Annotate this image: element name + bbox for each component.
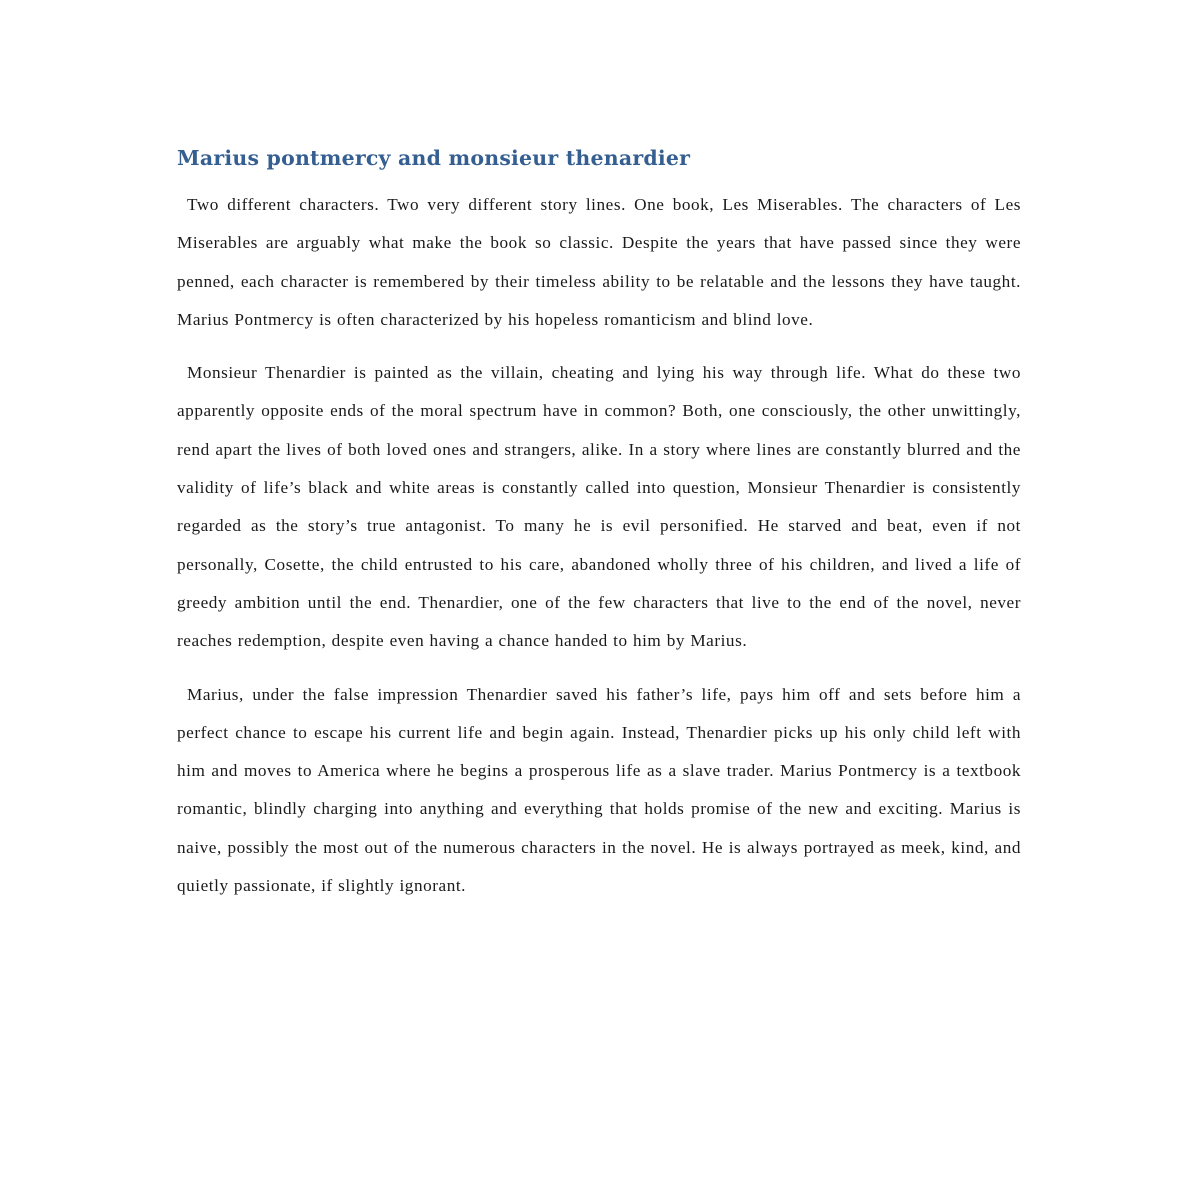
document-title: Marius pontmercy and monsieur thenardier (177, 146, 691, 170)
paragraph-3: Marius, under the false impression Thenardier saved his father’s life, pays him off and sets before him a perfect chance to escape his current life and begin again. Instead, Thenardier picks up his only child left with him and moves to America where he begins a prosperous life as a slave trader. Marius Pontmercy is a textbook romantic, blindly charging into anything and everything that holds promise of the new and exciting. Marius is naive, possibly the most out of the numerous characters in the novel. He is always portrayed as meek, kind, and quietly passionate, if slightly ignorant. (177, 684, 1021, 896)
paragraph-1: Two different characters. Two very different story lines. One book, Les Miserables. The characters of Les Miserables are arguably what make the book so classic. Despite the years that have passed since they were penned, each character is remembered by their timeless ability to be relatable and the lessons they have taught. Marius Pontmercy is often characterized by his hopeless romanticism and blind love. (177, 195, 1021, 329)
paragraph-2: Monsieur Thenardier is painted as the villain, cheating and lying his way through life. What do these two apparently opposite ends of the moral spectrum have in common? Both, one consciously, the other unwittingly, rend apart the lives of both loved ones and strangers, alike. In a story where lines are constantly blurred and the validity of life’s black and white areas is constantly called into question, Monsieur Thenardier is consistently regarded as the story’s true antagonist. To many he is evil personified. He starved and beat, even if not personally, Cosette, the child entrusted to his care, abandoned wholly three of his children, and lived a life of greedy ambition until the end. Thenardier, one of the few characters that live to the end of the novel, never reaches redemption, despite even having a chance handed to him by Marius. (177, 363, 1021, 651)
document-body (177, 142, 1021, 920)
